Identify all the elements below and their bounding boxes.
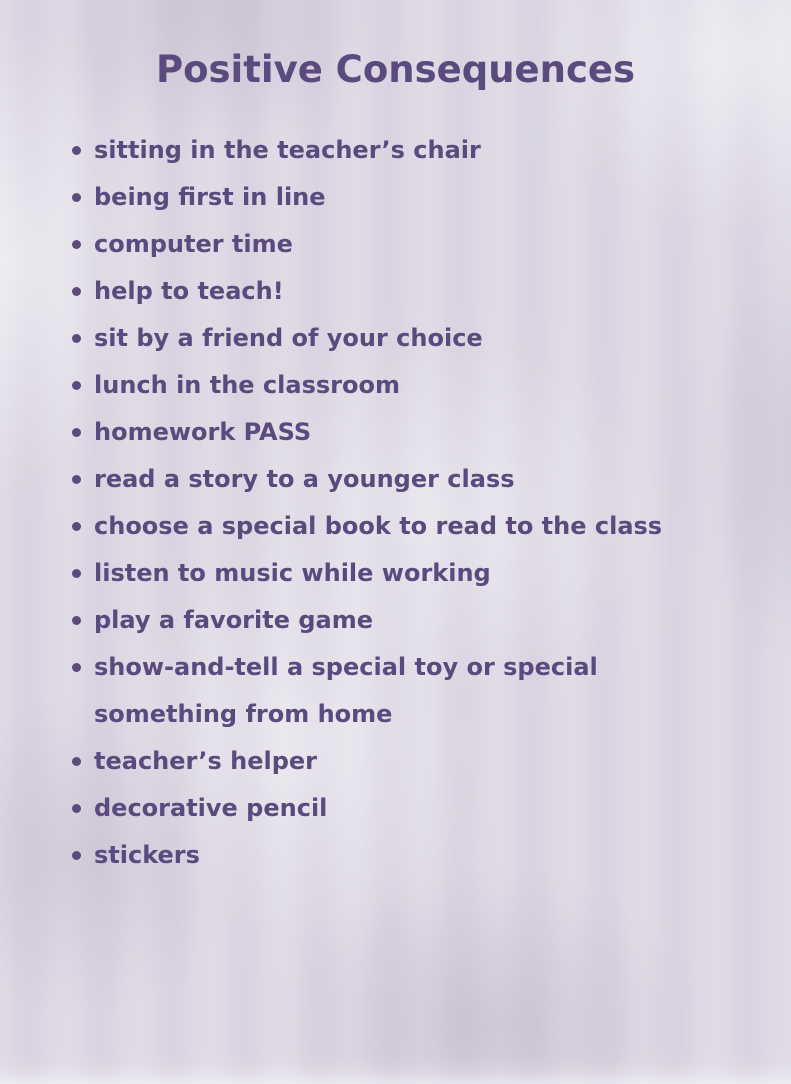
list-item: homework PASS [94, 409, 724, 456]
list-item: decorative pencil [94, 785, 724, 832]
list-item: help to teach! [94, 268, 724, 315]
list-item: computer time [94, 221, 724, 268]
consequence-list [94, 127, 724, 879]
list-item: read a story to a younger class [94, 456, 724, 503]
list-item: stickers [94, 832, 724, 879]
list-item: listen to music while working [94, 550, 724, 597]
list-item: being first in line [94, 174, 724, 221]
list-item: lunch in the classroom [94, 362, 724, 409]
list-item: sitting in the teacher’s chair [94, 127, 724, 174]
page-title: Positive Consequences [155, 48, 636, 91]
list-item: play a favorite game [94, 597, 724, 644]
list-item: teacher’s helper [94, 738, 724, 785]
list-item: show-and-tell a special toy or special something from home [94, 644, 724, 738]
list-item: choose a special book to read to the class [94, 503, 724, 550]
list-item: sit by a friend of your choice [94, 315, 724, 362]
